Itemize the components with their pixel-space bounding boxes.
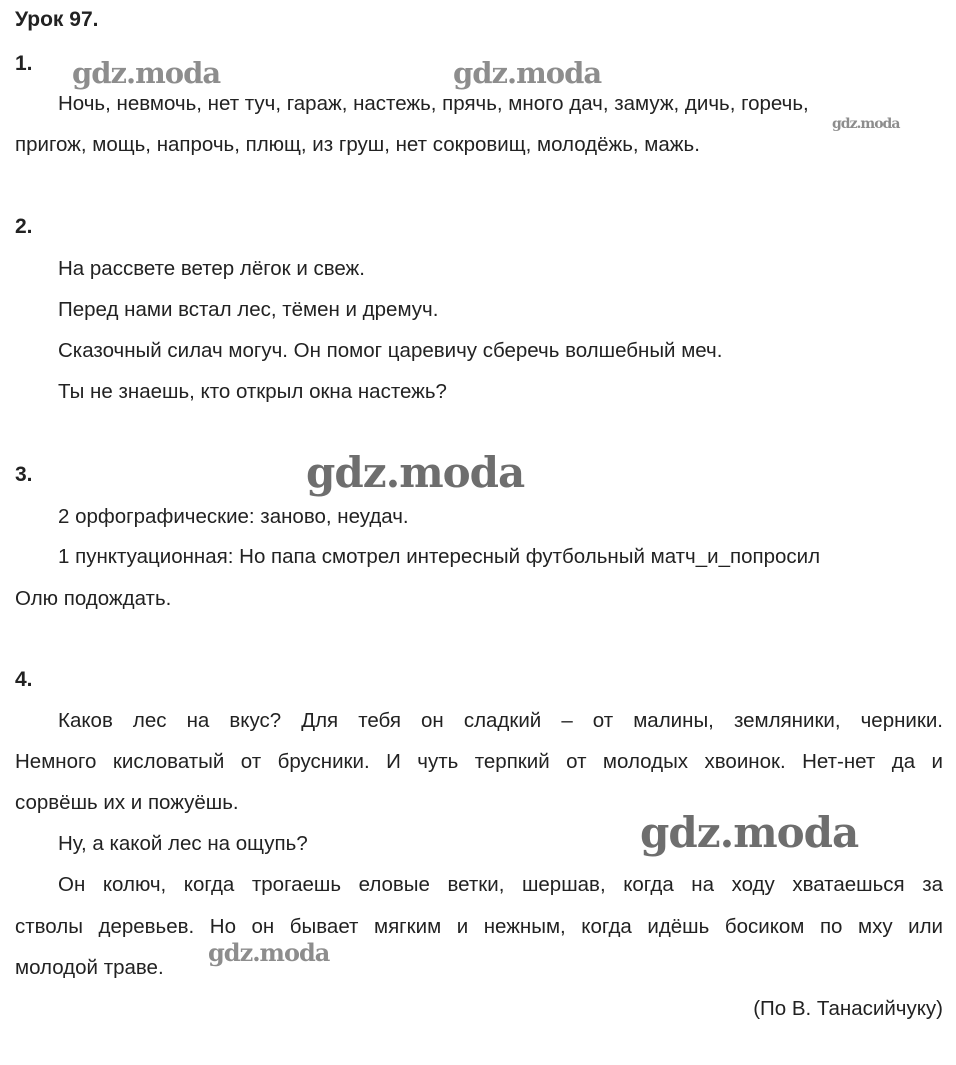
source-attribution: (По В. Танасийчуку) bbox=[753, 997, 943, 1020]
watermark: gdz.moda bbox=[306, 448, 525, 497]
exercise-4-line-3: сорвёшь их и пожуёшь. bbox=[15, 791, 239, 814]
exercise-1-line-2: пригож, мощь, напрочь, плющ, из груш, нет сокровищ, молодёжь, мажь. bbox=[15, 133, 700, 156]
lesson-title: Урок 97. bbox=[15, 8, 99, 31]
exercise-2-line-4: Ты не знаешь, кто открыл окна настежь? bbox=[58, 380, 447, 403]
exercise-number-1: 1. bbox=[15, 52, 33, 75]
exercise-4-line-4: Ну, а какой лес на ощупь? bbox=[58, 832, 308, 855]
exercise-2-line-2: Перед нами встал лес, тёмен и дремуч. bbox=[58, 298, 439, 321]
watermark: gdz.moda bbox=[453, 56, 602, 90]
watermark: gdz.moda bbox=[208, 938, 330, 967]
exercise-3-line-1: 2 орфографические: заново, неудач. bbox=[58, 505, 409, 528]
exercise-3-line-2: 1 пунктуационная: Но папа смотрел интересный футбольный матч_и_попросил bbox=[58, 545, 821, 568]
exercise-3-line-3: Олю подождать. bbox=[15, 587, 172, 610]
exercise-4-line-7: молодой траве. bbox=[15, 956, 164, 979]
exercise-2-line-1: На рассвете ветер лёгок и свеж. bbox=[58, 257, 365, 280]
watermark: gdz.moda bbox=[640, 808, 859, 857]
exercise-4-line-2: Немного кисловатый от брусники. И чуть терпкий от молодых хвоинок. Нет-нет да и bbox=[15, 750, 943, 773]
exercise-number-2: 2. bbox=[15, 215, 33, 238]
watermark: gdz.moda bbox=[832, 116, 900, 132]
exercise-4-line-1: Каков лес на вкус? Для тебя он сладкий – от малины, земляники, черники. bbox=[58, 709, 943, 732]
watermark: gdz.moda bbox=[72, 56, 221, 90]
exercise-number-4: 4. bbox=[15, 668, 33, 691]
exercise-number-3: 3. bbox=[15, 463, 33, 486]
exercise-4-line-6: стволы деревьев. Но он бывает мягким и нежным, когда идёшь босиком по мху или bbox=[15, 915, 943, 938]
exercise-2-line-3: Сказочный силач могуч. Он помог царевичу сберечь волшебный меч. bbox=[58, 339, 723, 362]
exercise-4-line-5: Он колюч, когда трогаешь еловые ветки, шершав, когда на ходу хватаешься за bbox=[58, 873, 943, 896]
exercise-1-line-1: Ночь, невмочь, нет туч, гараж, настежь, прячь, много дач, замуж, дичь, горечь, bbox=[58, 92, 809, 115]
